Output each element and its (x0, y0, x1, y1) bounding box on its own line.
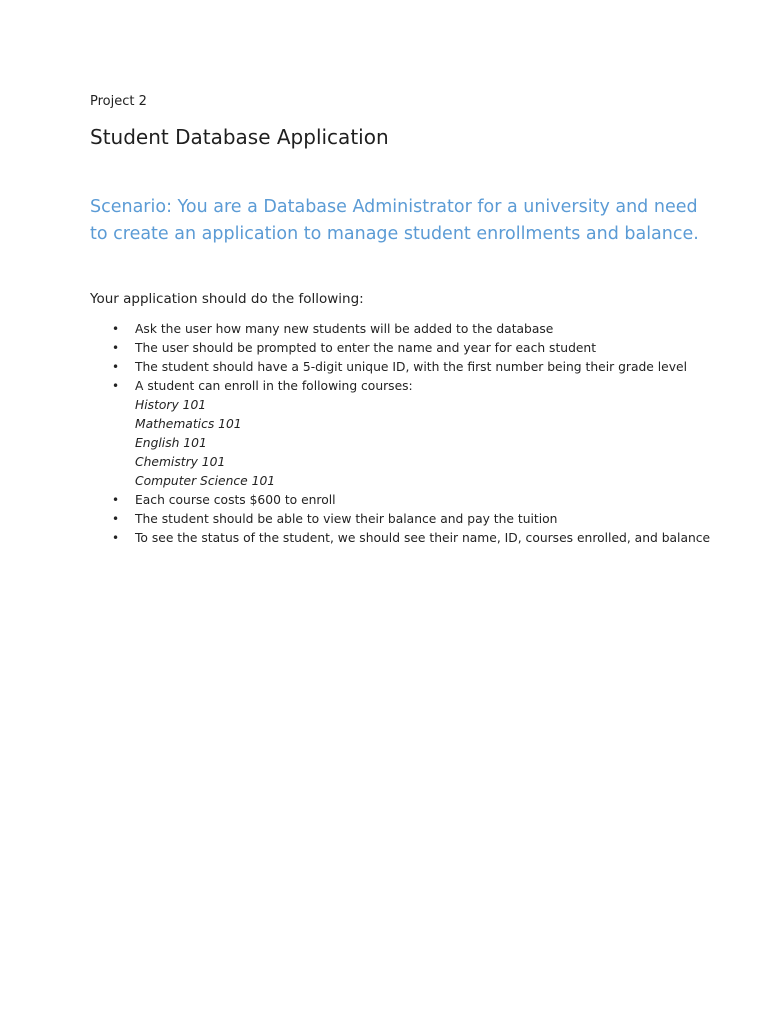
requirement-text: The student should be able to view their balance and pay the tuition (135, 512, 558, 526)
course-item: Computer Science 101 (135, 474, 276, 488)
requirement-text: The student should have a 5-digit unique ID, with the first number being their grade level (135, 360, 687, 374)
list-item (0, 529, 768, 548)
requirements-intro: Your application should do the following: (90, 291, 364, 307)
project-label: Project 2 (90, 94, 147, 109)
list-item (0, 339, 768, 358)
course-item: History 101 (135, 398, 207, 412)
bullet-icon: • (112, 531, 120, 545)
course-item: English 101 (135, 436, 207, 450)
list-item (0, 491, 768, 510)
scenario-heading: Scenario: You are a Database Administrator for a university and need to create an application to manage student enrollments and balance. (90, 197, 699, 244)
bullet-icon: • (112, 379, 120, 393)
course-item: Chemistry 101 (135, 455, 226, 469)
document-title: Student Database Application (90, 125, 389, 149)
course-list (135, 396, 768, 491)
bullet-icon: • (112, 322, 120, 336)
bullet-icon: • (112, 512, 120, 526)
bullet-icon: • (112, 360, 120, 374)
requirement-text: Each course costs $600 to enroll (135, 493, 336, 507)
list-item (0, 510, 768, 529)
list-item (0, 377, 768, 491)
requirement-text: Ask the user how many new students will be added to the database (135, 322, 554, 336)
bullet-icon: • (112, 493, 120, 507)
list-item (0, 358, 768, 377)
requirements-list (0, 320, 768, 548)
bullet-icon: • (112, 341, 120, 355)
requirement-text: A student can enroll in the following courses: (135, 379, 413, 393)
requirement-text: The user should be prompted to enter the name and year for each student (135, 341, 597, 355)
course-item: Mathematics 101 (135, 417, 242, 431)
list-item (0, 320, 768, 339)
requirement-text: To see the status of the student, we should see their name, ID, courses enrolled, and balance (135, 531, 711, 545)
